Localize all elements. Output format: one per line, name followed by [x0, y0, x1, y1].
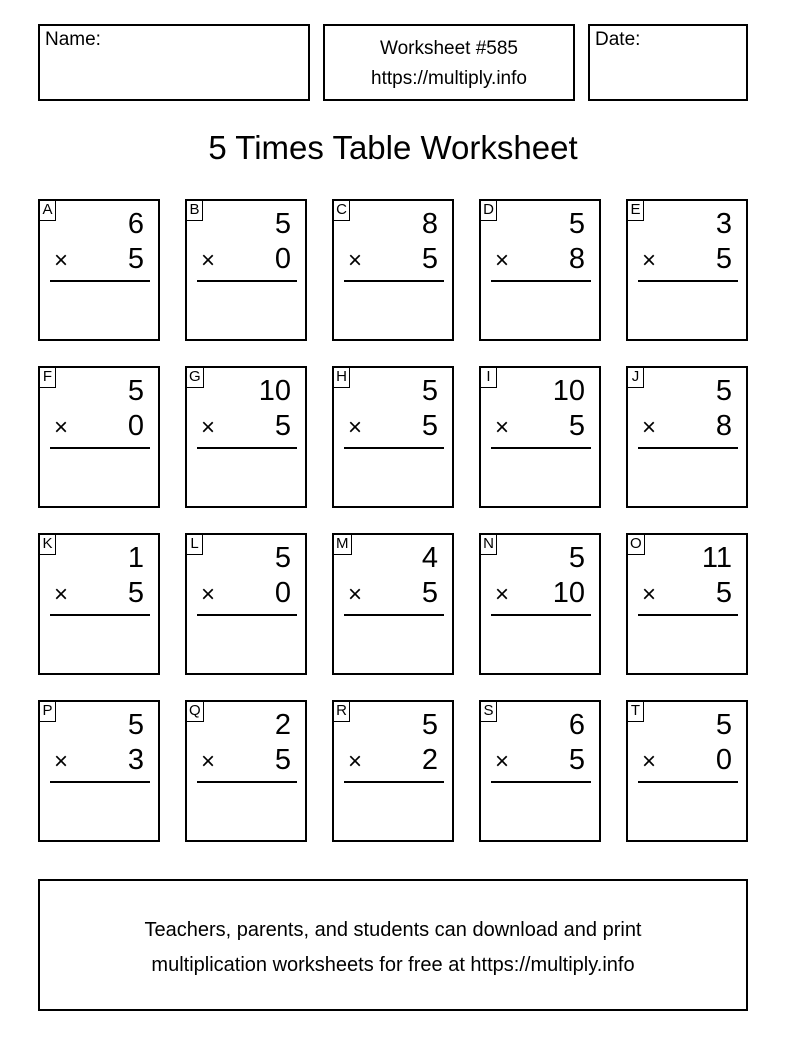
footer-line-1: Teachers, parents, and students can download and print — [144, 919, 642, 941]
times-sign: × — [642, 748, 657, 775]
times-sign: × — [348, 414, 363, 441]
problem-card — [626, 533, 748, 675]
times-sign: × — [348, 247, 363, 274]
footer-box — [38, 879, 748, 1011]
answer-line — [491, 280, 591, 282]
times-sign: × — [201, 414, 216, 441]
problem-letter: H — [333, 367, 350, 388]
problem-letter: T — [627, 701, 644, 722]
problem-card — [38, 533, 160, 675]
problem-grid — [38, 199, 748, 842]
multiplier: 8 — [568, 243, 585, 275]
multiplier: 5 — [274, 410, 291, 442]
footer-line-2: multiplication worksheets for free at https://multiply.info — [151, 954, 635, 976]
multiplier: 10 — [552, 577, 585, 609]
problem-letter: C — [333, 200, 350, 221]
answer-line — [638, 614, 738, 616]
multiplier: 5 — [274, 744, 291, 776]
multiplier: 3 — [127, 744, 144, 776]
times-sign: × — [201, 581, 216, 608]
times-sign: × — [642, 247, 657, 274]
multiplicand: 5 — [421, 375, 438, 407]
problem-card — [185, 700, 307, 842]
problem-letter: S — [480, 701, 497, 722]
multiplicand: 5 — [127, 709, 144, 741]
problem-letter: F — [39, 367, 56, 388]
times-sign: × — [201, 247, 216, 274]
answer-line — [197, 280, 297, 282]
problem-letter: E — [627, 200, 644, 221]
multiplier: 0 — [127, 410, 144, 442]
page-title: 5 Times Table Worksheet — [208, 129, 578, 166]
problem-letter: I — [480, 367, 497, 388]
answer-line — [491, 614, 591, 616]
problem-card — [479, 199, 601, 341]
answer-line — [638, 781, 738, 783]
answer-line — [344, 781, 444, 783]
problem-letter: M — [333, 534, 352, 555]
worksheet-info-box — [323, 24, 575, 101]
multiplier: 8 — [715, 410, 732, 442]
times-sign: × — [348, 581, 363, 608]
times-sign: × — [54, 247, 69, 274]
answer-line — [638, 280, 738, 282]
problem-card — [185, 366, 307, 508]
problem-card — [479, 366, 601, 508]
problem-letter: G — [186, 367, 204, 388]
answer-line — [197, 614, 297, 616]
times-sign: × — [495, 247, 510, 274]
multiplicand: 3 — [715, 208, 732, 240]
times-sign: × — [201, 748, 216, 775]
multiplier: 5 — [127, 243, 144, 275]
times-sign: × — [495, 414, 510, 441]
name-label: Name: — [45, 29, 101, 50]
date-label: Date: — [595, 29, 641, 50]
answer-line — [197, 781, 297, 783]
multiplicand: 5 — [274, 542, 291, 574]
problem-card — [38, 700, 160, 842]
name-field[interactable] — [38, 24, 310, 101]
problem-letter: R — [333, 701, 350, 722]
times-sign: × — [54, 748, 69, 775]
multiplier: 5 — [127, 577, 144, 609]
problem-card — [38, 366, 160, 508]
times-sign: × — [495, 748, 510, 775]
problem-card — [479, 533, 601, 675]
multiplier: 5 — [421, 410, 438, 442]
answer-line — [638, 447, 738, 449]
problem-letter: O — [627, 534, 645, 555]
site-url: https://multiply.info — [371, 68, 527, 89]
times-sign: × — [54, 414, 69, 441]
problem-card — [185, 199, 307, 341]
multiplicand: 1 — [127, 542, 144, 574]
problem-letter: N — [480, 534, 497, 555]
worksheet-number: Worksheet #585 — [379, 38, 518, 59]
answer-line — [50, 614, 150, 616]
problem-card — [626, 199, 748, 341]
answer-line — [344, 447, 444, 449]
multiplier: 5 — [421, 577, 438, 609]
multiplier: 5 — [715, 577, 732, 609]
answer-line — [344, 614, 444, 616]
problem-letter: D — [480, 200, 497, 221]
multiplier: 5 — [568, 744, 585, 776]
problem-letter: A — [39, 200, 56, 221]
problem-letter: Q — [186, 701, 204, 722]
problem-letter: L — [186, 534, 203, 555]
problem-card — [626, 366, 748, 508]
multiplicand: 6 — [568, 709, 585, 741]
multiplicand: 5 — [568, 208, 585, 240]
multiplicand: 5 — [715, 709, 732, 741]
times-sign: × — [642, 414, 657, 441]
problem-letter: P — [39, 701, 56, 722]
multiplicand: 5 — [421, 709, 438, 741]
times-sign: × — [54, 581, 69, 608]
multiplicand: 8 — [421, 208, 438, 240]
answer-line — [491, 781, 591, 783]
multiplicand: 5 — [274, 208, 291, 240]
answer-line — [50, 781, 150, 783]
multiplier: 0 — [715, 744, 732, 776]
multiplier: 0 — [274, 243, 291, 275]
times-sign: × — [642, 581, 657, 608]
multiplicand: 5 — [715, 375, 732, 407]
problem-card — [479, 700, 601, 842]
multiplier: 0 — [274, 577, 291, 609]
multiplicand: 6 — [127, 208, 144, 240]
problem-card — [38, 199, 160, 341]
problem-card — [626, 700, 748, 842]
problem-letter: B — [186, 200, 203, 221]
answer-line — [491, 447, 591, 449]
problem-card — [332, 700, 454, 842]
multiplicand: 11 — [701, 542, 732, 574]
multiplicand: 2 — [274, 709, 291, 741]
problem-letter: K — [39, 534, 56, 555]
multiplier: 5 — [568, 410, 585, 442]
multiplier: 5 — [421, 243, 438, 275]
answer-line — [344, 280, 444, 282]
multiplicand: 4 — [421, 542, 438, 574]
problem-card — [332, 533, 454, 675]
multiplicand: 10 — [552, 375, 585, 407]
answer-line — [50, 447, 150, 449]
multiplicand: 10 — [258, 375, 291, 407]
times-sign: × — [495, 581, 510, 608]
times-sign: × — [348, 748, 363, 775]
problem-card — [185, 533, 307, 675]
answer-line — [50, 280, 150, 282]
date-field[interactable] — [588, 24, 748, 101]
multiplier: 5 — [715, 243, 732, 275]
problem-card — [332, 199, 454, 341]
multiplicand: 5 — [568, 542, 585, 574]
problem-card — [332, 366, 454, 508]
multiplier: 2 — [421, 744, 438, 776]
multiplicand: 5 — [127, 375, 144, 407]
answer-line — [197, 447, 297, 449]
problem-letter: J — [627, 367, 644, 388]
